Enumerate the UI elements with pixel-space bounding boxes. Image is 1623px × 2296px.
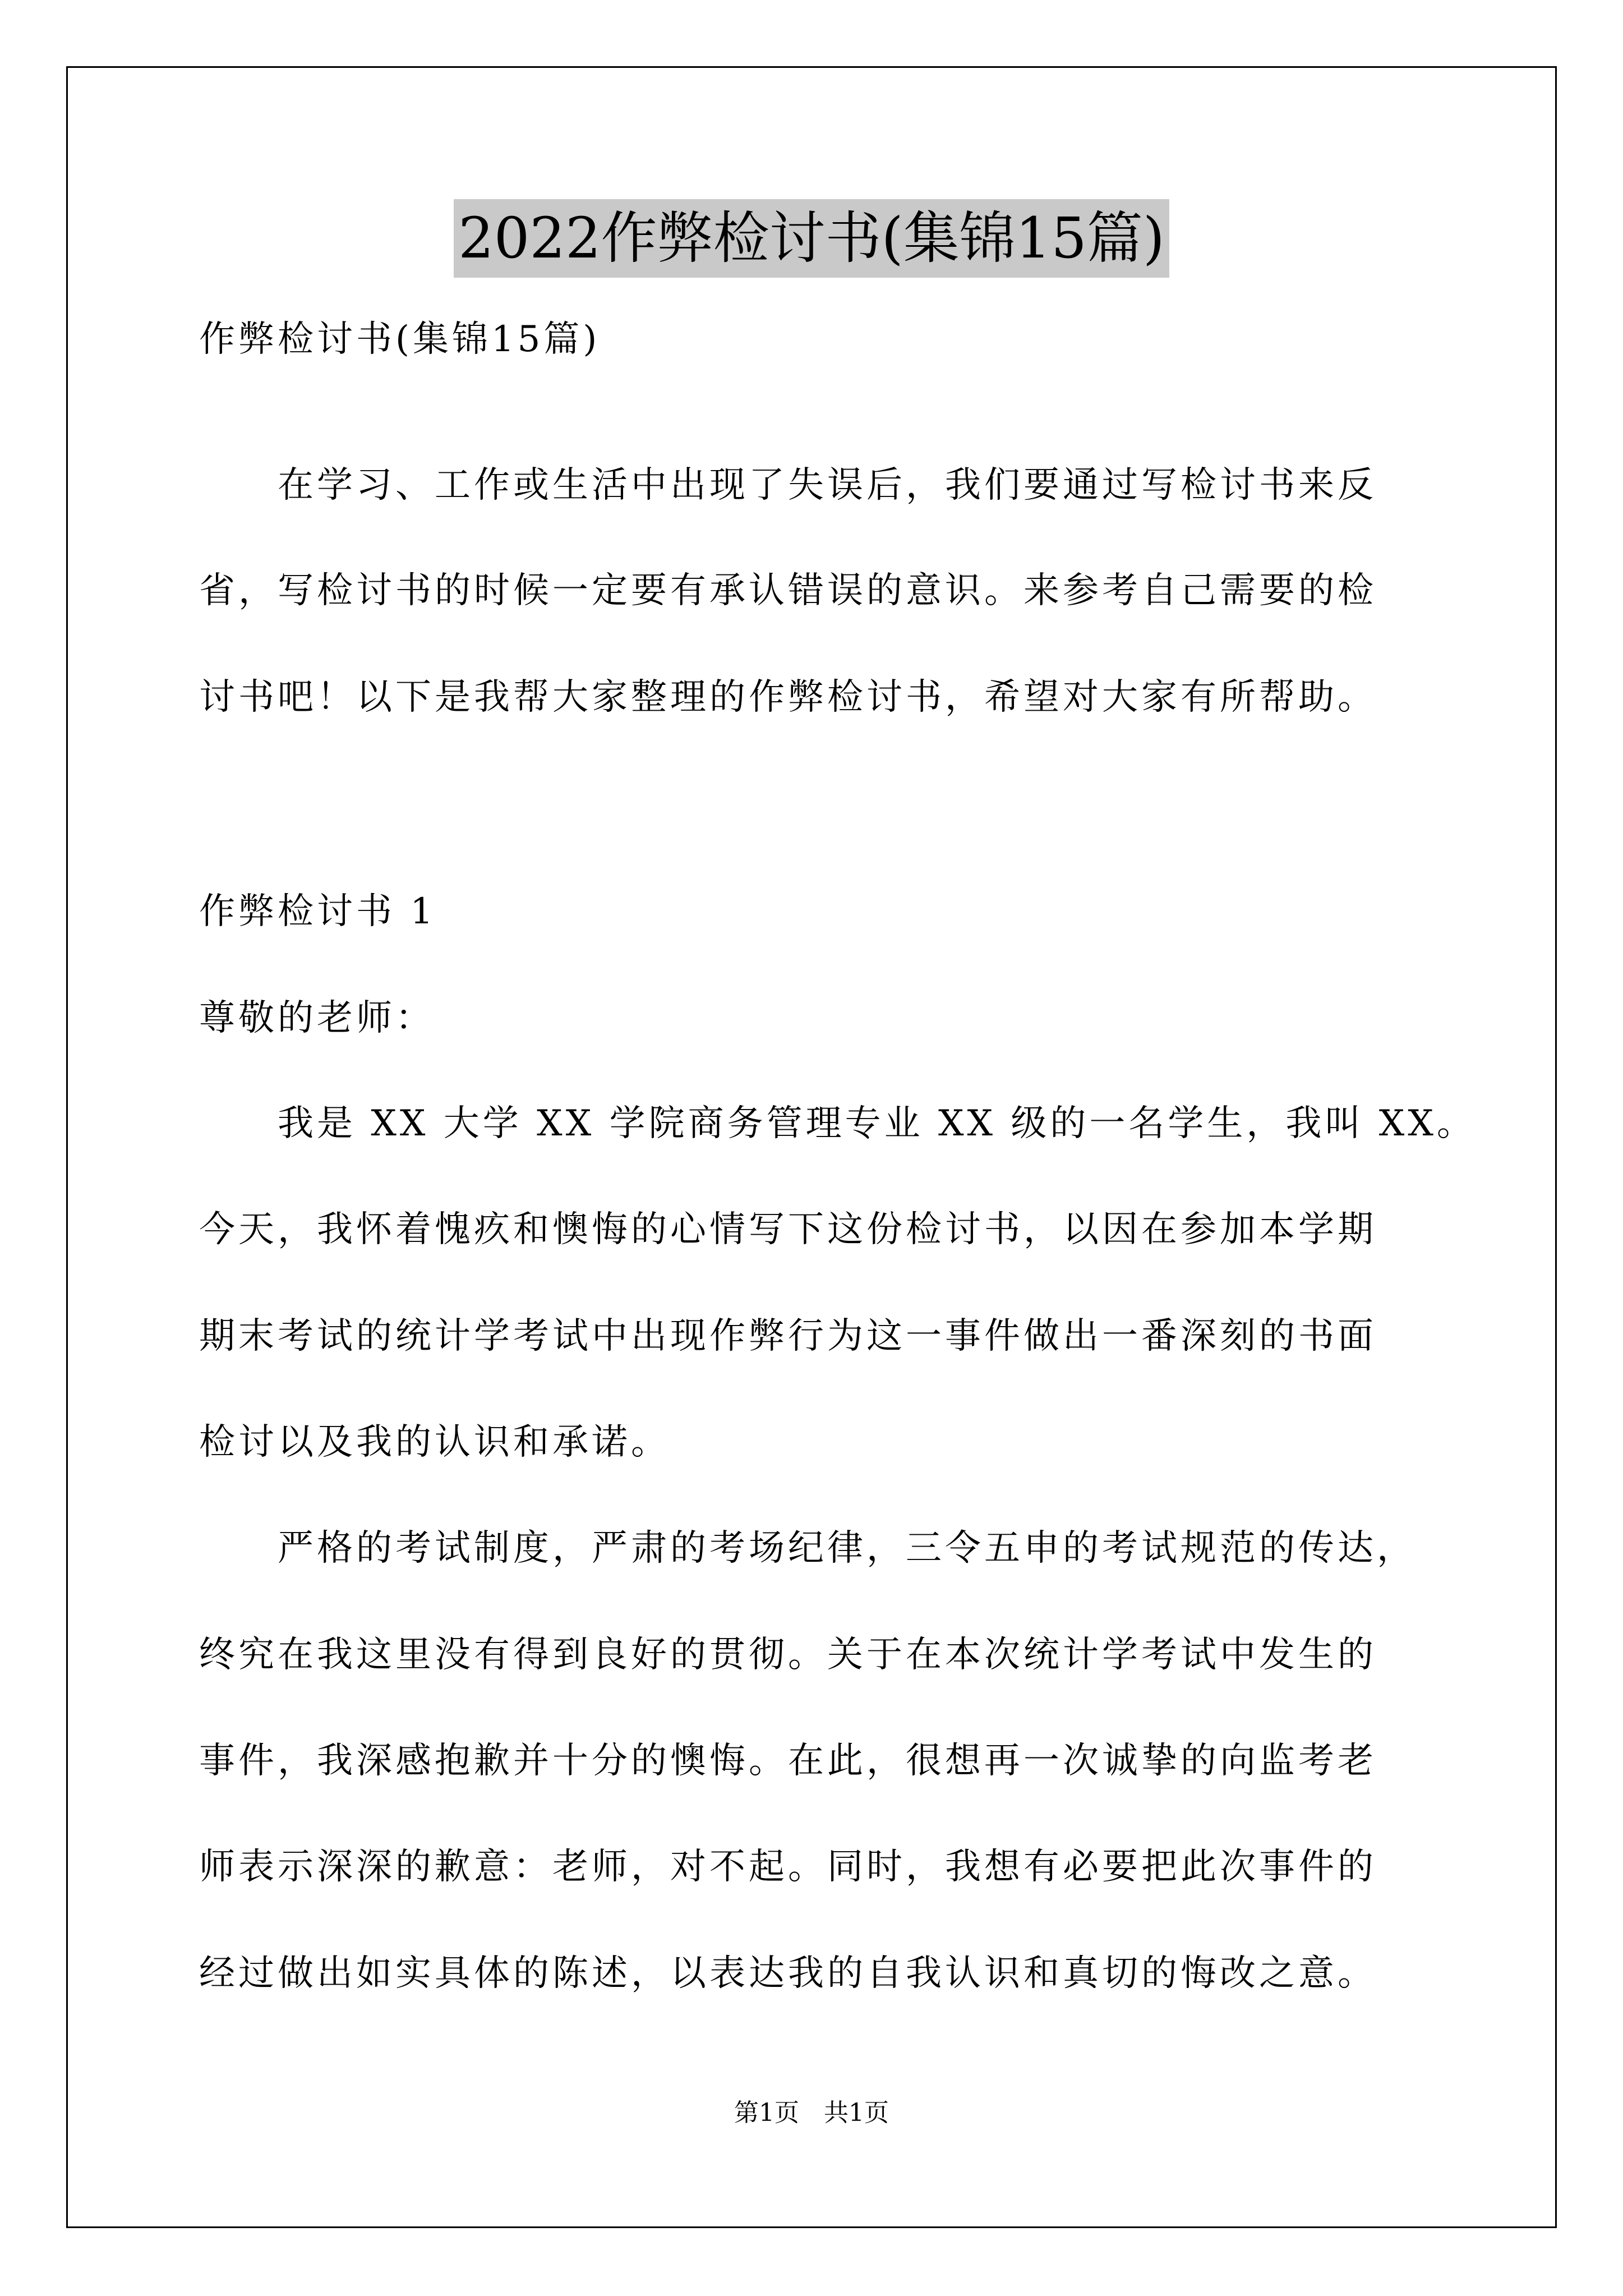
para1-line-1: 我是 XX 大学 XX 学院商务管理专业 XX 级的一名学生，我叫 XX。	[278, 1103, 1476, 1144]
para2-line-2: 终究在我这里没有得到良好的贯彻。关于在本次统计学考试中发生的	[199, 1634, 1377, 1676]
intro-line-1: 在学习、工作或生活中出现了失误后，我们要通过写检讨书来反	[278, 464, 1377, 506]
intro-line-3: 讨书吧！以下是我帮大家整理的作弊检讨书，希望对大家有所帮助。	[199, 677, 1377, 718]
para2-line-1: 严格的考试制度，严肃的考场纪律，三令五申的考试规范的传达，	[278, 1527, 1416, 1569]
para1-line-4: 检讨以及我的认识和承诺。	[199, 1421, 670, 1463]
document-title: 2022作弊检讨书(集锦15篇)	[454, 199, 1169, 278]
para1-line-2: 今天，我怀着愧疚和懊悔的心情写下这份检讨书，以因在参加本学期	[199, 1209, 1377, 1250]
page-footer: 第1页 共1页	[734, 2099, 889, 2127]
document-subtitle: 作弊检讨书(集锦15篇)	[199, 319, 601, 360]
intro-line-2: 省，写检讨书的时候一定要有承认错误的意识。来参考自己需要的检	[199, 570, 1377, 611]
para2-line-5: 经过做出如实具体的陈述，以表达我的自我认识和真切的悔改之意。	[199, 1953, 1377, 1994]
para2-line-4: 师表示深深的歉意：老师，对不起。同时，我想有必要把此次事件的	[199, 1846, 1377, 1888]
section-heading: 作弊检讨书 1	[199, 891, 437, 932]
salutation: 尊敬的老师：	[199, 997, 435, 1039]
para2-line-3: 事件，我深感抱歉并十分的懊悔。在此，很想再一次诚挚的向监考老	[199, 1740, 1377, 1782]
title-container	[0, 199, 1623, 278]
para1-line-3: 期末考试的统计学考试中出现作弊行为这一事件做出一番深刻的书面	[199, 1315, 1377, 1357]
